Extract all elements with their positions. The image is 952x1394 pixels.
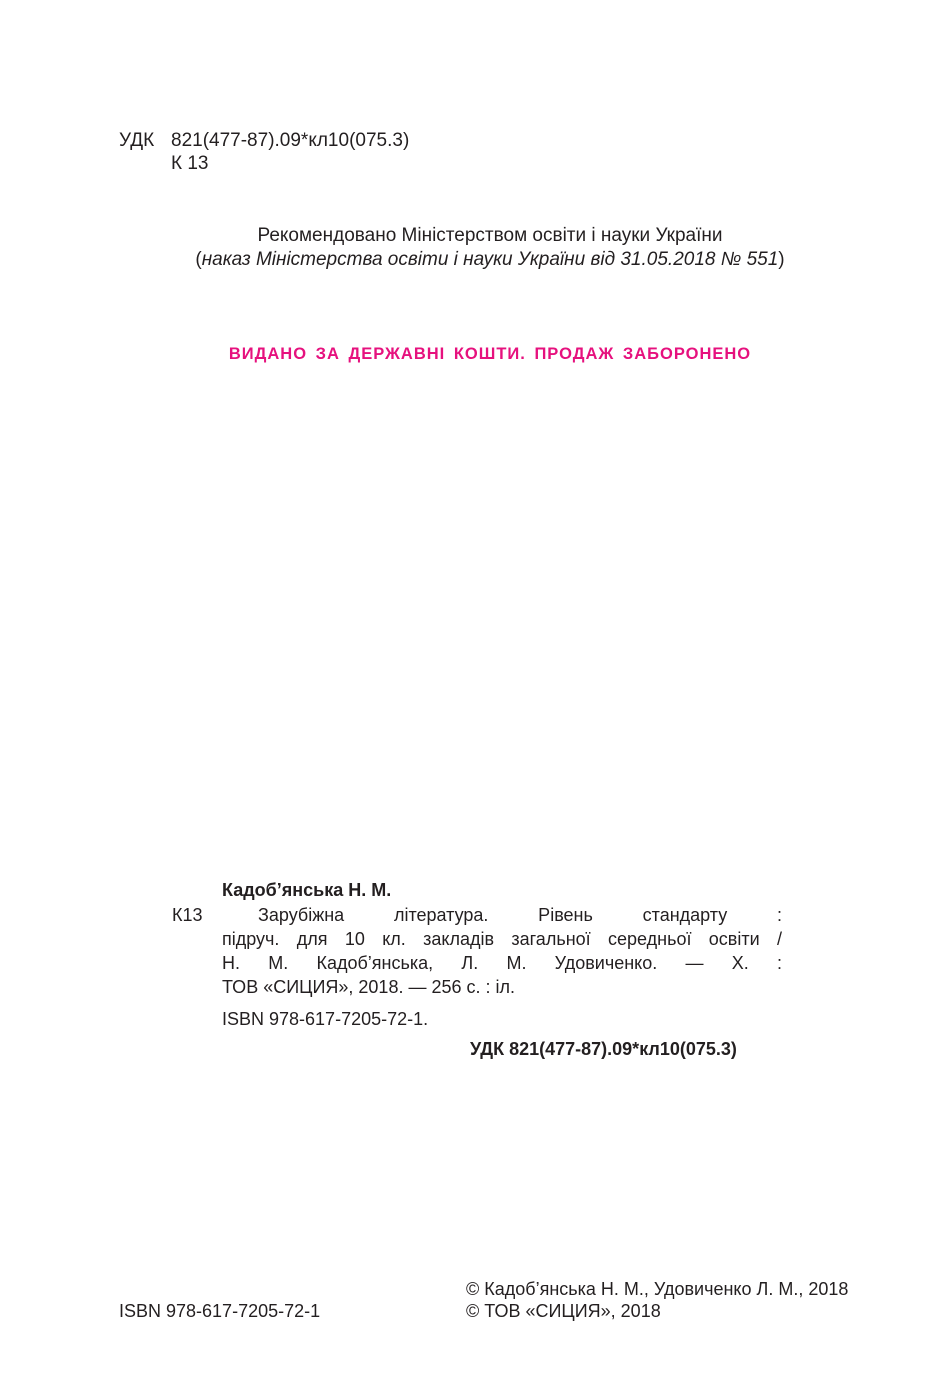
- recommendation-line: Рекомендовано Міністерством освіти і науки України: [257, 225, 723, 246]
- udc-code: 821(477-87).09*кл10(075.3): [171, 130, 410, 151]
- card-line-2: підруч. для 10 кл. закладів загальної середньої освіти /: [222, 929, 782, 949]
- state-funded-notice: ВИДАНО ЗА ДЕРЖАВНІ КОШТИ. ПРОДАЖ ЗАБОРОНЕНО: [228, 345, 752, 363]
- copyright-publisher: © ТОВ «СИЦИЯ», 2018: [466, 1301, 661, 1321]
- card-line-3: Н. М. Кадоб’янська, Л. М. Удовиченко. — Х. :: [222, 953, 782, 973]
- paren-close: ): [778, 249, 785, 270]
- card-mark: К13: [172, 905, 203, 925]
- recommendation-order: [0, 248, 952, 271]
- copyright-authors: © Кадоб’янська Н. М., Удовиченко Л. М., 2018: [466, 1279, 849, 1299]
- card-udc: УДК 821(477-87).09*кл10(075.3): [470, 1039, 737, 1059]
- udc-label: УДК: [119, 130, 155, 151]
- order-text: наказ Міністерства освіти і науки України від 31.05.2018 № 551: [201, 249, 779, 270]
- author-mark: К 13: [171, 153, 209, 174]
- card-author: Кадоб’янська Н. М.: [222, 880, 392, 900]
- card-line-1: Зарубіжна література. Рівень стандарту :: [258, 905, 782, 925]
- card-line-4: ТОВ «СИЦИЯ», 2018. — 256 с. : іл.: [222, 977, 515, 997]
- footer-isbn: ISBN 978-617-7205-72-1: [119, 1301, 321, 1321]
- paren-open: (: [195, 249, 202, 270]
- card-isbn: ISBN 978-617-7205-72-1.: [222, 1009, 429, 1029]
